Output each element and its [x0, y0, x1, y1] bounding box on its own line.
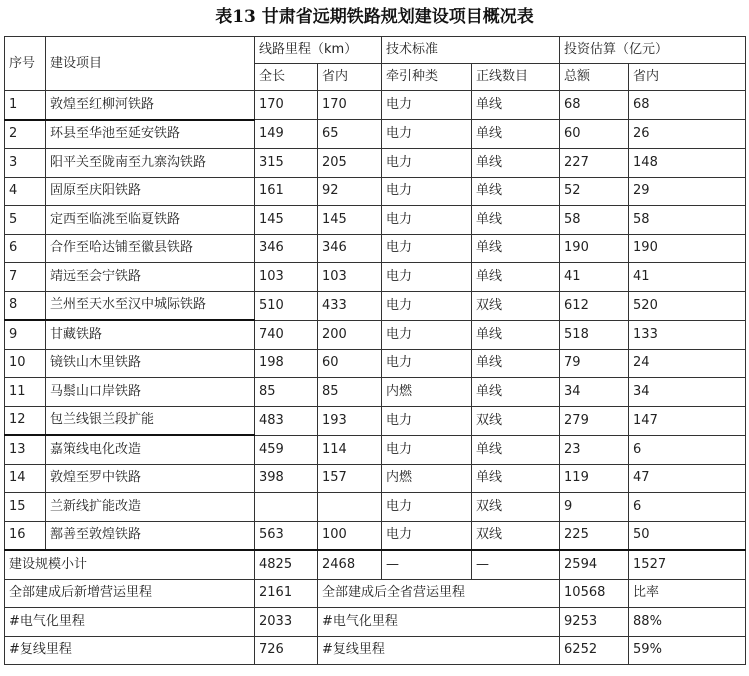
row-traction: 电力: [382, 120, 472, 149]
row-province-investment: 58: [629, 206, 746, 235]
row-traction: 电力: [382, 177, 472, 206]
row-total-investment: 518: [560, 320, 629, 349]
summary-row: [5, 579, 746, 608]
table-row: [5, 234, 746, 263]
row-total-length: 161: [255, 177, 318, 206]
row-traction: 电力: [382, 435, 472, 464]
subtotal-province-length: 2468: [318, 550, 382, 579]
row-province-length: 145: [318, 206, 382, 235]
table-row: [5, 263, 746, 292]
summary-label-2: 全部建成后全省营运里程: [318, 579, 560, 608]
table-row: [5, 320, 746, 349]
row-province-length: 346: [318, 234, 382, 263]
table-row: [5, 406, 746, 435]
summary-extra: 比率: [629, 579, 746, 608]
row-total-investment: 190: [560, 234, 629, 263]
header-tech: 技术标准: [382, 37, 560, 64]
subtotal-lines: —: [472, 550, 560, 579]
row-province-investment: 34: [629, 378, 746, 407]
row-total-investment: 612: [560, 291, 629, 320]
subtotal-row: [5, 550, 746, 579]
table-row: [5, 91, 746, 120]
header-total-length: 全长: [255, 64, 318, 91]
row-lines: 单线: [472, 464, 560, 493]
table-row: [5, 349, 746, 378]
row-province-length: 65: [318, 120, 382, 149]
row-total-investment: 9: [560, 493, 629, 522]
row-total-investment: 68: [560, 91, 629, 120]
row-province-length: 193: [318, 406, 382, 435]
row-total-investment: 79: [560, 349, 629, 378]
summary-label-2: #复线里程: [318, 636, 560, 665]
row-total-length: 483: [255, 406, 318, 435]
row-seq: 2: [5, 120, 46, 149]
header-row-1: [5, 37, 746, 64]
row-project-name: 鄯善至敦煌铁路: [46, 521, 255, 550]
row-project-name: 环县至华池至延安铁路: [46, 120, 255, 149]
row-seq: 12: [5, 406, 46, 435]
row-seq: 11: [5, 378, 46, 407]
table-row: [5, 291, 746, 320]
row-province-length: 60: [318, 349, 382, 378]
row-traction: 电力: [382, 91, 472, 120]
row-lines: 单线: [472, 234, 560, 263]
table-row: [5, 177, 746, 206]
row-province-length: 100: [318, 521, 382, 550]
row-province-investment: 24: [629, 349, 746, 378]
row-total-length: 85: [255, 378, 318, 407]
row-traction: 电力: [382, 206, 472, 235]
summary-row: [5, 608, 746, 637]
row-province-length: 205: [318, 149, 382, 178]
row-seq: 10: [5, 349, 46, 378]
row-province-length: 92: [318, 177, 382, 206]
row-lines: 单线: [472, 435, 560, 464]
row-seq: 15: [5, 493, 46, 522]
row-lines: 单线: [472, 149, 560, 178]
table-row: [5, 435, 746, 464]
row-province-length: 85: [318, 378, 382, 407]
row-province-length: [318, 493, 382, 522]
row-traction: 电力: [382, 521, 472, 550]
row-province-investment: 26: [629, 120, 746, 149]
row-province-investment: 50: [629, 521, 746, 550]
row-project-name: 兰州至天水至汉中城际铁路: [46, 291, 255, 320]
row-lines: 单线: [472, 320, 560, 349]
row-seq: 8: [5, 291, 46, 320]
header-province-investment: 省内: [629, 64, 746, 91]
row-project-name: 镜铁山木里铁路: [46, 349, 255, 378]
row-project-name: 兰新线扩能改造: [46, 493, 255, 522]
summary-value-2: 6252: [560, 636, 629, 665]
summary-label-2: #电气化里程: [318, 608, 560, 637]
row-total-length: 459: [255, 435, 318, 464]
subtotal-total-investment: 2594: [560, 550, 629, 579]
row-project-name: 固原至庆阳铁路: [46, 177, 255, 206]
row-total-investment: 227: [560, 149, 629, 178]
row-project-name: 敦煌至罗中铁路: [46, 464, 255, 493]
row-project-name: 包兰线银兰段扩能: [46, 406, 255, 435]
row-seq: 13: [5, 435, 46, 464]
header-lines: 正线数目: [472, 64, 560, 91]
row-lines: 双线: [472, 291, 560, 320]
row-province-length: 170: [318, 91, 382, 120]
row-project-name: 敦煌至红柳河铁路: [46, 91, 255, 120]
row-traction: 电力: [382, 406, 472, 435]
header-project: 建设项目: [46, 37, 255, 91]
row-province-investment: 148: [629, 149, 746, 178]
row-project-name: 嘉策线电化改造: [46, 435, 255, 464]
header-total-investment: 总额: [560, 64, 629, 91]
row-seq: 6: [5, 234, 46, 263]
row-seq: 1: [5, 91, 46, 120]
row-total-length: 740: [255, 320, 318, 349]
row-seq: 7: [5, 263, 46, 292]
table-row: [5, 378, 746, 407]
row-province-investment: 147: [629, 406, 746, 435]
row-seq: 3: [5, 149, 46, 178]
summary-extra: 88%: [629, 608, 746, 637]
row-province-length: 103: [318, 263, 382, 292]
row-total-length: 563: [255, 521, 318, 550]
summary-value: 726: [255, 636, 318, 665]
row-lines: 单线: [472, 120, 560, 149]
summary-value: 2033: [255, 608, 318, 637]
summary-value-2: 10568: [560, 579, 629, 608]
row-traction: 电力: [382, 234, 472, 263]
row-province-length: 433: [318, 291, 382, 320]
summary-value-2: 9253: [560, 608, 629, 637]
row-lines: 双线: [472, 521, 560, 550]
row-seq: 9: [5, 320, 46, 349]
row-project-name: 马鬃山口岸铁路: [46, 378, 255, 407]
row-traction: 电力: [382, 263, 472, 292]
row-lines: 单线: [472, 91, 560, 120]
row-traction: 电力: [382, 320, 472, 349]
row-lines: 单线: [472, 263, 560, 292]
row-lines: 单线: [472, 378, 560, 407]
summary-extra: 59%: [629, 636, 746, 665]
subtotal-traction: —: [382, 550, 472, 579]
row-lines: 单线: [472, 177, 560, 206]
row-total-investment: 60: [560, 120, 629, 149]
summary-value: 2161: [255, 579, 318, 608]
row-traction: 电力: [382, 493, 472, 522]
row-lines: 双线: [472, 406, 560, 435]
row-traction: 电力: [382, 149, 472, 178]
row-total-investment: 23: [560, 435, 629, 464]
row-total-investment: 34: [560, 378, 629, 407]
row-province-investment: 29: [629, 177, 746, 206]
row-lines: 单线: [472, 206, 560, 235]
row-total-length: 510: [255, 291, 318, 320]
row-total-length: 149: [255, 120, 318, 149]
row-seq: 5: [5, 206, 46, 235]
row-project-name: 甘藏铁路: [46, 320, 255, 349]
row-province-investment: 190: [629, 234, 746, 263]
row-total-length: 103: [255, 263, 318, 292]
header-province-length: 省内: [318, 64, 382, 91]
table-row: [5, 464, 746, 493]
row-total-length: 170: [255, 91, 318, 120]
header-length: 线路里程（km）: [255, 37, 382, 64]
row-project-name: 定西至临洮至临夏铁路: [46, 206, 255, 235]
row-province-investment: 41: [629, 263, 746, 292]
row-total-length: 315: [255, 149, 318, 178]
row-traction: 电力: [382, 291, 472, 320]
row-province-investment: 68: [629, 91, 746, 120]
row-seq: 16: [5, 521, 46, 550]
row-province-investment: 47: [629, 464, 746, 493]
row-traction: 内燃: [382, 464, 472, 493]
row-total-length: 198: [255, 349, 318, 378]
railway-projects-table: [4, 36, 746, 665]
row-project-name: 合作至哈达铺至徽县铁路: [46, 234, 255, 263]
row-province-investment: 520: [629, 291, 746, 320]
row-total-length: 145: [255, 206, 318, 235]
row-province-investment: 133: [629, 320, 746, 349]
row-lines: 双线: [472, 493, 560, 522]
row-project-name: 靖远至会宁铁路: [46, 263, 255, 292]
row-total-length: [255, 493, 318, 522]
header-traction: 牵引种类: [382, 64, 472, 91]
table-row: [5, 206, 746, 235]
table-row: [5, 149, 746, 178]
row-province-investment: 6: [629, 493, 746, 522]
row-total-investment: 41: [560, 263, 629, 292]
subtotal-total-length: 4825: [255, 550, 318, 579]
row-lines: 单线: [472, 349, 560, 378]
row-total-investment: 279: [560, 406, 629, 435]
table-row: [5, 493, 746, 522]
row-province-investment: 6: [629, 435, 746, 464]
row-total-investment: 119: [560, 464, 629, 493]
summary-label: #电气化里程: [5, 608, 255, 637]
row-total-investment: 225: [560, 521, 629, 550]
header-invest: 投资估算（亿元）: [560, 37, 746, 64]
row-traction: 内燃: [382, 378, 472, 407]
row-total-investment: 52: [560, 177, 629, 206]
row-province-length: 200: [318, 320, 382, 349]
table-row: [5, 120, 746, 149]
row-traction: 电力: [382, 349, 472, 378]
summary-row: [5, 636, 746, 665]
subtotal-label: 建设规模小计: [5, 550, 255, 579]
row-total-investment: 58: [560, 206, 629, 235]
row-total-length: 398: [255, 464, 318, 493]
row-seq: 14: [5, 464, 46, 493]
header-seq: 序号: [5, 37, 46, 91]
table-row: [5, 521, 746, 550]
subtotal-province-investment: 1527: [629, 550, 746, 579]
table-title: 表13 甘肃省远期铁路规划建设项目概况表: [215, 7, 534, 27]
row-province-length: 114: [318, 435, 382, 464]
summary-label: 全部建成后新增营运里程: [5, 579, 255, 608]
row-seq: 4: [5, 177, 46, 206]
summary-label: #复线里程: [5, 636, 255, 665]
row-total-length: 346: [255, 234, 318, 263]
row-project-name: 阳平关至陇南至九寨沟铁路: [46, 149, 255, 178]
row-province-length: 157: [318, 464, 382, 493]
